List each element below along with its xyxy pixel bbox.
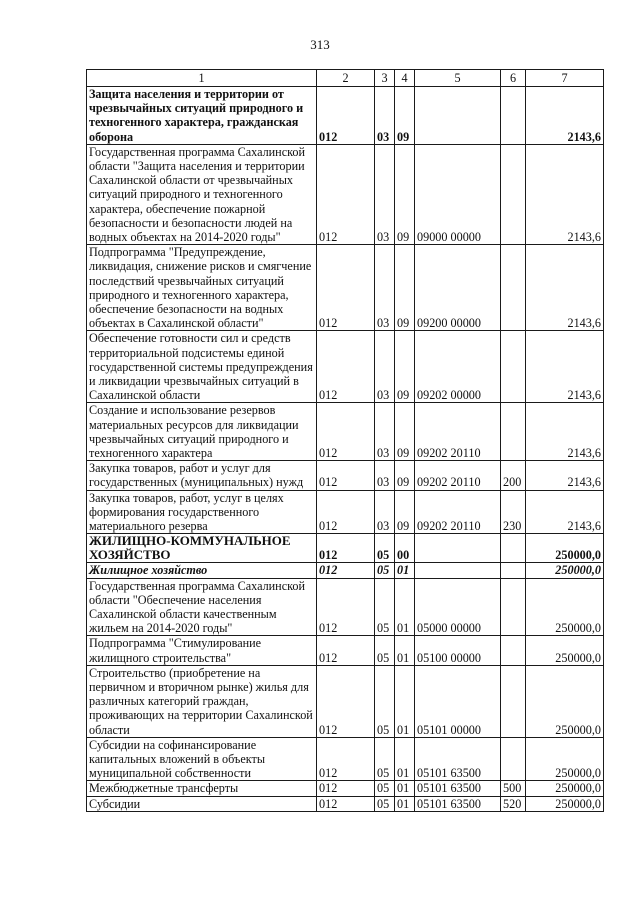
row-expense-type — [501, 563, 526, 578]
row-expense-type: 520 — [501, 796, 526, 811]
row-name: Подпрограмма "Предупреждение, ликвидация, снижение рисков и смягчение последствий чрезвычайных ситуаций природного и техногенного характера, обеспечение безопасности на водных объектах в Сахалинской области" — [87, 245, 317, 331]
table-row — [87, 636, 604, 665]
row-name: Создание и использование резервов материальных ресурсов для ликвидации чрезвычайных ситуаций природного и техногенного характера — [87, 403, 317, 461]
row-target-code: 09202 20110 — [415, 403, 501, 461]
row-target-code: 09200 00000 — [415, 245, 501, 331]
table-row — [87, 665, 604, 737]
row-subsection-code: 01 — [395, 665, 415, 737]
row-subsection-code: 01 — [395, 781, 415, 796]
row-admin-code: 012 — [317, 534, 375, 563]
row-section-code: 03 — [375, 87, 395, 145]
row-target-code: 05101 63500 — [415, 737, 501, 781]
row-expense-type — [501, 87, 526, 145]
row-subsection-code: 01 — [395, 578, 415, 636]
row-name: Субсидии на софинансирование капитальных вложений в объекты муниципальной собственности — [87, 737, 317, 781]
row-expense-type — [501, 737, 526, 781]
row-subsection-code: 00 — [395, 534, 415, 563]
row-section-code: 05 — [375, 665, 395, 737]
row-name: Закупка товаров, работ и услуг для государственных (муниципальных) нужд — [87, 461, 317, 490]
row-name: Строительство (приобретение на первичном и вторичном рынке) жилья для различных категорий граждан, проживающих на территории Сахалинской области — [87, 665, 317, 737]
row-target-code: 05101 00000 — [415, 665, 501, 737]
row-expense-type — [501, 665, 526, 737]
row-admin-code: 012 — [317, 781, 375, 796]
page-number: 313 — [310, 37, 330, 52]
row-expense-type — [501, 636, 526, 665]
row-name: Обеспечение готовности сил и средств территориальной подсистемы единой государственной системы предупреждения и ликвидации чрезвычайных ситуаций в Сахалинской области — [87, 331, 317, 403]
table-row — [87, 331, 604, 403]
row-expense-type: 500 — [501, 781, 526, 796]
row-admin-code: 012 — [317, 796, 375, 811]
row-admin-code: 012 — [317, 578, 375, 636]
row-name: Межбюджетные трансферты — [87, 781, 317, 796]
row-admin-code: 012 — [317, 331, 375, 403]
row-target-code — [415, 87, 501, 145]
row-subsection-code: 09 — [395, 461, 415, 490]
row-amount: 2143,6 — [526, 144, 604, 244]
row-amount: 2143,6 — [526, 403, 604, 461]
table-row — [87, 781, 604, 796]
table-row — [87, 490, 604, 534]
row-expense-type — [501, 331, 526, 403]
row-admin-code: 012 — [317, 144, 375, 244]
row-amount: 2143,6 — [526, 490, 604, 534]
row-subsection-code: 09 — [395, 245, 415, 331]
row-subsection-code: 01 — [395, 796, 415, 811]
row-admin-code: 012 — [317, 563, 375, 578]
row-admin-code: 012 — [317, 490, 375, 534]
row-amount: 250000,0 — [526, 534, 604, 563]
row-amount: 250000,0 — [526, 737, 604, 781]
row-section-code: 05 — [375, 578, 395, 636]
table-row — [87, 578, 604, 636]
column-header: 3 — [375, 70, 395, 87]
row-target-code: 05100 00000 — [415, 636, 501, 665]
row-admin-code: 012 — [317, 245, 375, 331]
table-row — [87, 403, 604, 461]
row-section-code: 03 — [375, 245, 395, 331]
row-admin-code: 012 — [317, 461, 375, 490]
row-section-code: 05 — [375, 781, 395, 796]
row-section-code: 03 — [375, 144, 395, 244]
row-amount: 250000,0 — [526, 563, 604, 578]
row-admin-code: 012 — [317, 737, 375, 781]
row-target-code: 05101 63500 — [415, 796, 501, 811]
table-header-row — [87, 70, 604, 87]
column-header: 2 — [317, 70, 375, 87]
row-admin-code: 012 — [317, 87, 375, 145]
table-row — [87, 737, 604, 781]
row-section-code: 03 — [375, 331, 395, 403]
row-expense-type — [501, 144, 526, 244]
row-target-code — [415, 563, 501, 578]
table-row — [87, 144, 604, 244]
row-amount: 250000,0 — [526, 636, 604, 665]
row-name: ЖИЛИЩНО-КОММУНАЛЬНОЕ ХОЗЯЙСТВО — [87, 534, 317, 563]
row-target-code: 09202 20110 — [415, 490, 501, 534]
row-expense-type — [501, 403, 526, 461]
row-amount: 2143,6 — [526, 461, 604, 490]
row-subsection-code: 01 — [395, 737, 415, 781]
row-amount: 250000,0 — [526, 796, 604, 811]
row-amount: 2143,6 — [526, 245, 604, 331]
column-header: 4 — [395, 70, 415, 87]
row-target-code — [415, 534, 501, 563]
budget-table — [86, 69, 604, 812]
row-admin-code: 012 — [317, 403, 375, 461]
row-expense-type — [501, 245, 526, 331]
row-name: Защита населения и территории от чрезвычайных ситуаций природного и техногенного характера, гражданская оборона — [87, 87, 317, 145]
row-name: Закупка товаров, работ, услуг в целях формирования государственного материального резерва — [87, 490, 317, 534]
row-section-code: 05 — [375, 636, 395, 665]
row-admin-code: 012 — [317, 636, 375, 665]
row-expense-type: 200 — [501, 461, 526, 490]
row-subsection-code: 01 — [395, 636, 415, 665]
column-header: 1 — [87, 70, 317, 87]
row-amount: 250000,0 — [526, 781, 604, 796]
table-row — [87, 461, 604, 490]
row-expense-type — [501, 578, 526, 636]
row-subsection-code: 09 — [395, 144, 415, 244]
row-target-code: 05000 00000 — [415, 578, 501, 636]
row-section-code: 03 — [375, 403, 395, 461]
column-header: 6 — [501, 70, 526, 87]
row-amount: 2143,6 — [526, 87, 604, 145]
table-row — [87, 245, 604, 331]
row-subsection-code: 09 — [395, 490, 415, 534]
row-subsection-code: 01 — [395, 563, 415, 578]
row-section-code: 03 — [375, 490, 395, 534]
row-section-code: 05 — [375, 563, 395, 578]
row-amount: 250000,0 — [526, 578, 604, 636]
row-section-code: 05 — [375, 737, 395, 781]
row-expense-type: 230 — [501, 490, 526, 534]
table-row — [87, 563, 604, 578]
column-header: 7 — [526, 70, 604, 87]
row-section-code: 03 — [375, 461, 395, 490]
row-section-code: 05 — [375, 534, 395, 563]
row-name: Субсидии — [87, 796, 317, 811]
row-amount: 250000,0 — [526, 665, 604, 737]
row-target-code: 05101 63500 — [415, 781, 501, 796]
column-header: 5 — [415, 70, 501, 87]
row-target-code: 09202 20110 — [415, 461, 501, 490]
row-target-code: 09202 00000 — [415, 331, 501, 403]
row-admin-code: 012 — [317, 665, 375, 737]
row-target-code: 09000 00000 — [415, 144, 501, 244]
row-subsection-code: 09 — [395, 331, 415, 403]
table-row — [87, 534, 604, 563]
row-name: Подпрограмма "Стимулирование жилищного строительства" — [87, 636, 317, 665]
row-name: Государственная программа Сахалинской области "Защита населения и территории Сахалинской области от чрезвычайных ситуаций природного и техногенного характера, обеспечение пожарной безопасности и безопасности людей на водных объектах на 2014-2020 годы" — [87, 144, 317, 244]
table-row — [87, 796, 604, 811]
row-name: Жилищное хозяйство — [87, 563, 317, 578]
row-amount: 2143,6 — [526, 331, 604, 403]
row-subsection-code: 09 — [395, 403, 415, 461]
table-row — [87, 87, 604, 145]
row-name: Государственная программа Сахалинской области "Обеспечение населения Сахалинской области качественным жильем на 2014-2020 годы" — [87, 578, 317, 636]
row-expense-type — [501, 534, 526, 563]
row-section-code: 05 — [375, 796, 395, 811]
row-subsection-code: 09 — [395, 87, 415, 145]
